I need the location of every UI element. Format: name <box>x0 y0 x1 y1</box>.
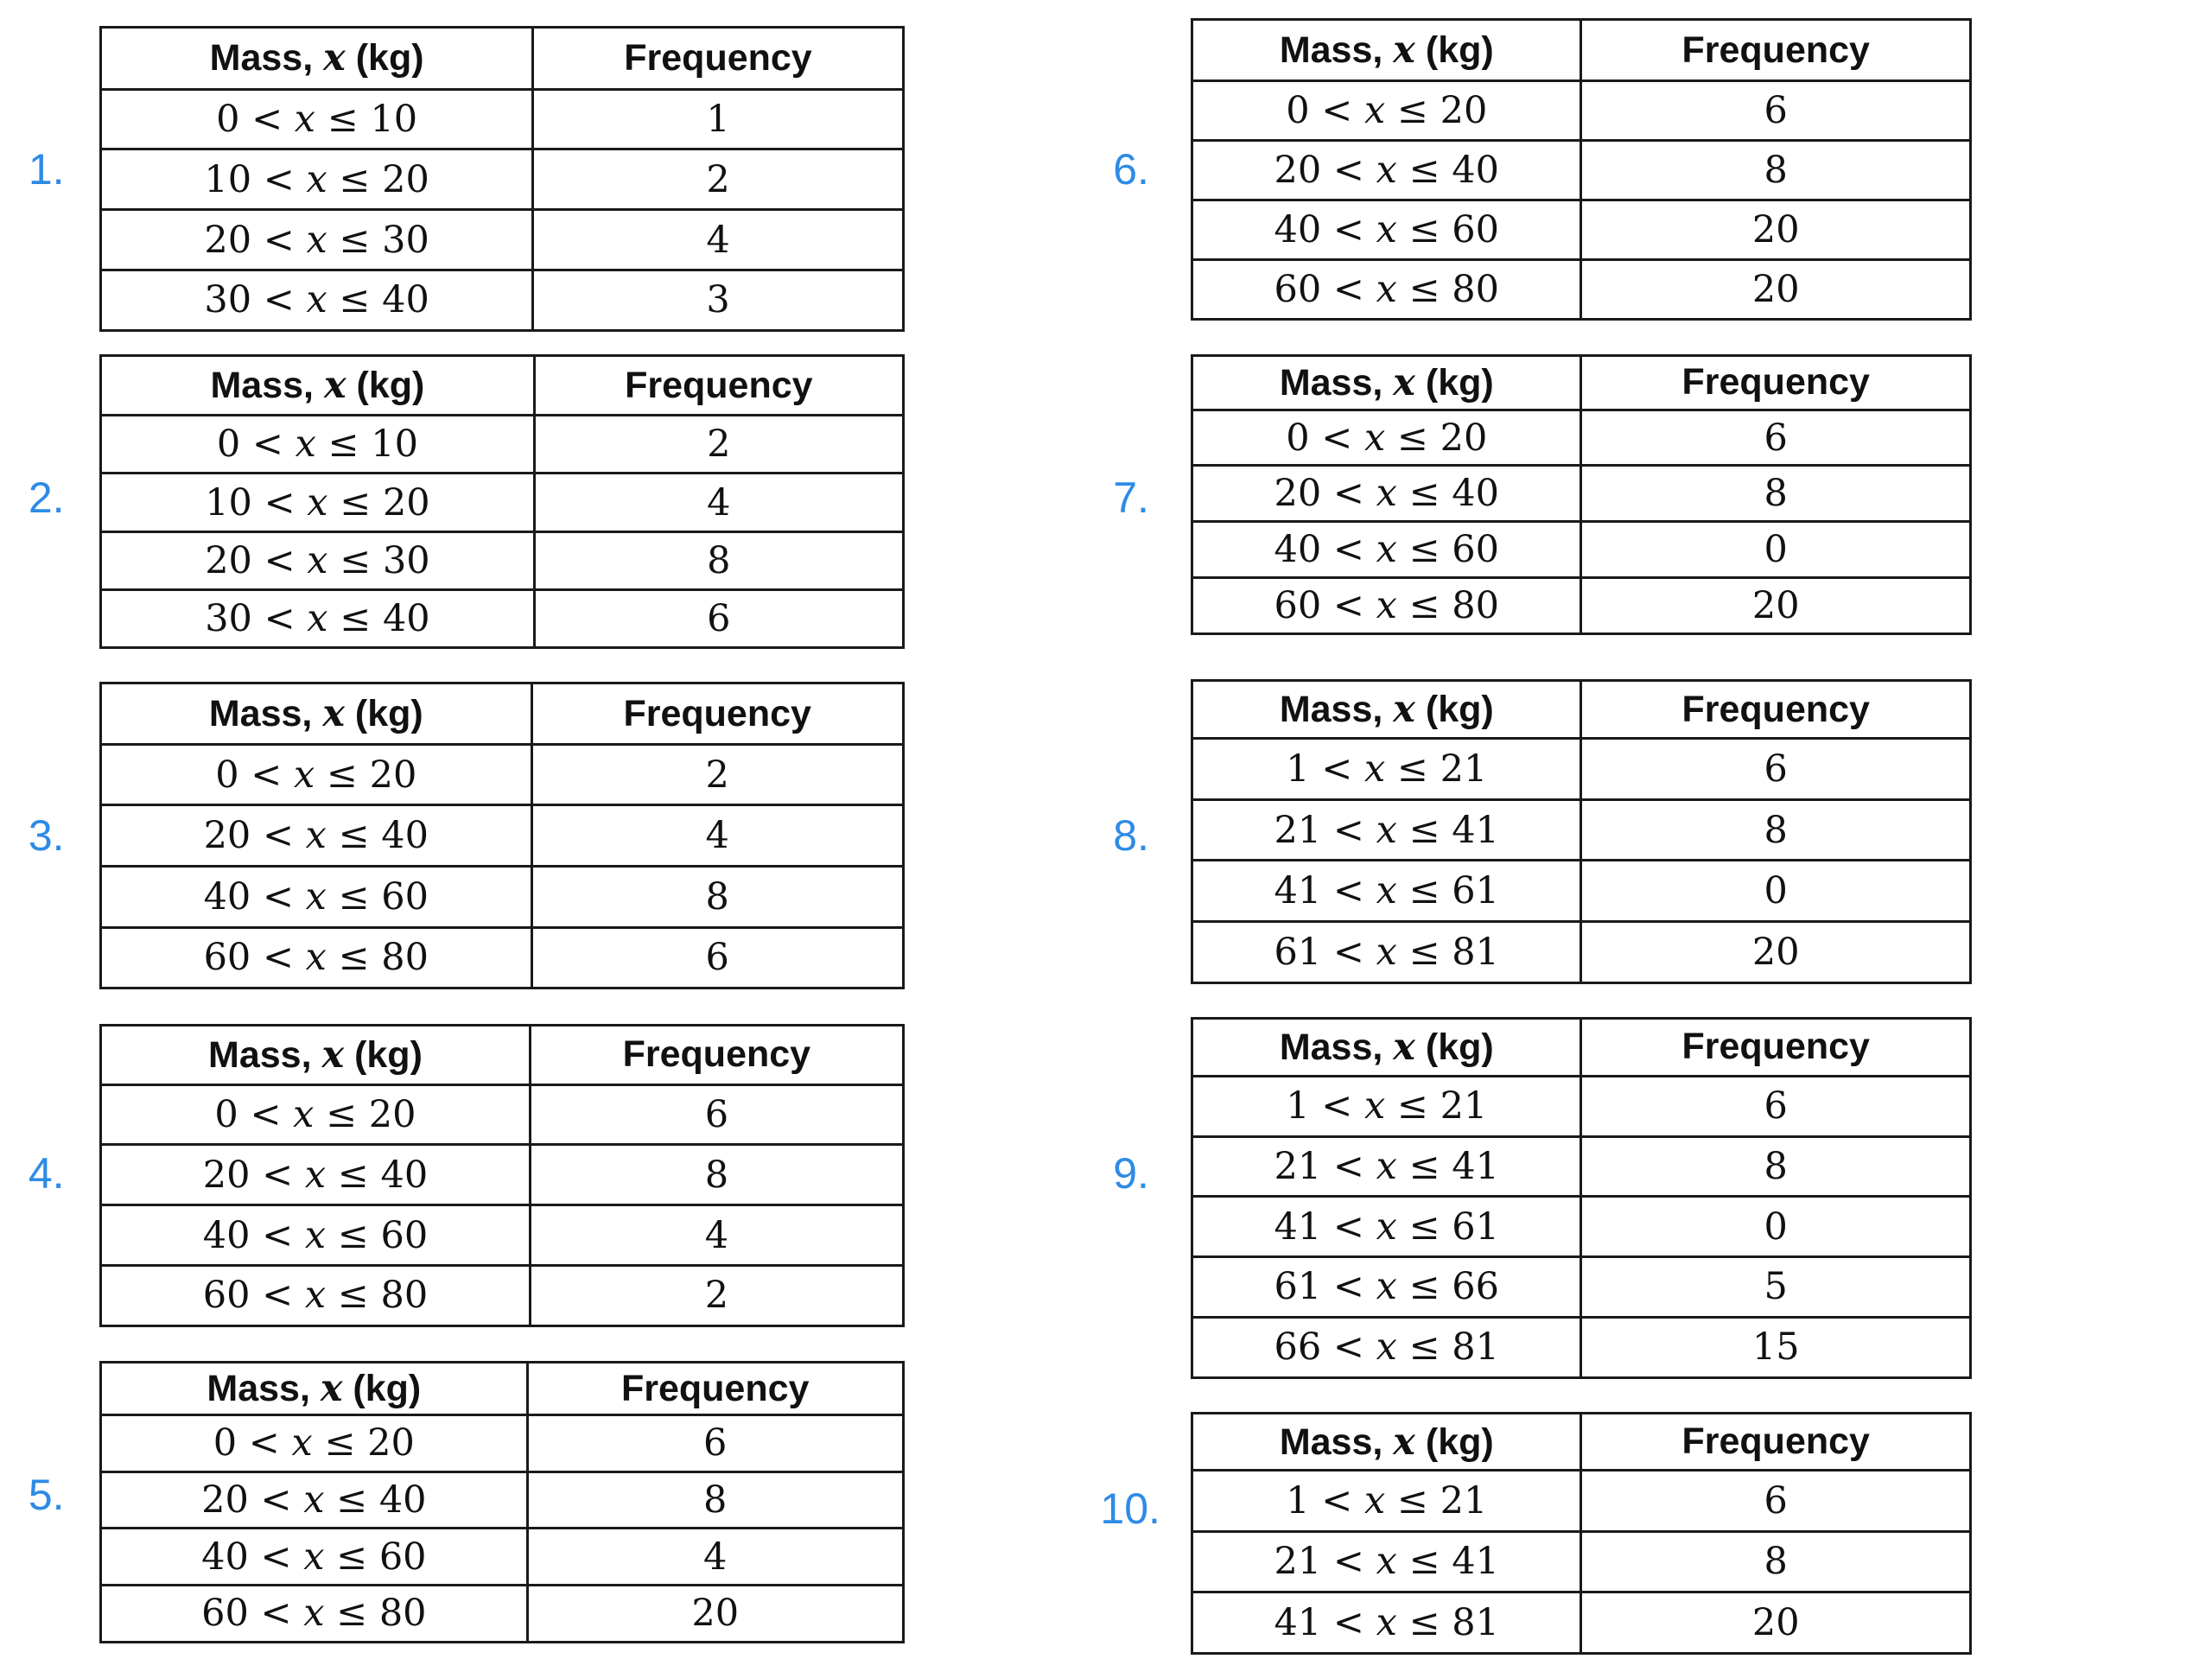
mass-interval-cell: 0 < x ≤ 10 <box>100 416 534 474</box>
mass-column-header <box>1192 1414 1581 1471</box>
frequency-table <box>99 26 905 332</box>
frequency-column-header: Frequency <box>1581 20 1971 81</box>
frequency-column-header: Frequency <box>531 1025 904 1084</box>
problem-number: 10. <box>1100 1484 1160 1534</box>
mass-interval-cell: 20 < x ≤ 40 <box>100 1471 527 1529</box>
frequency-column-header: Frequency <box>1581 681 1971 739</box>
interval-lower-bound: 61 <box>1274 930 1322 974</box>
frequency-cell: 0 <box>1581 1197 1971 1257</box>
interval-lower-bound: 20 <box>202 1153 251 1197</box>
mass-header-variable: x <box>1393 1025 1415 1069</box>
mass-header-variable: x <box>320 1367 343 1411</box>
table-row <box>1192 1136 1971 1197</box>
interval-lower-bound: 0 <box>214 1093 238 1137</box>
interval-lower-bound: 10 <box>204 157 252 201</box>
interval-upper-bound: 41 <box>1452 1144 1499 1188</box>
interval-upper-bound: 40 <box>1452 148 1499 192</box>
mass-header-variable: x <box>1393 1420 1415 1464</box>
mass-header-variable: x <box>322 692 345 736</box>
interval-upper-bound: 40 <box>1452 472 1499 516</box>
header-row <box>1192 1018 1971 1076</box>
mass-interval-cell: 60 < x ≤ 80 <box>1192 259 1581 319</box>
table-row <box>1192 1531 1971 1592</box>
interval-upper-bound: 21 <box>1440 747 1488 791</box>
frequency-cell: 20 <box>1581 259 1971 319</box>
frequency-table <box>1191 18 1972 320</box>
interval-lower-bound: 40 <box>201 1535 249 1579</box>
interval-lower-bound: 40 <box>203 874 251 918</box>
mass-interval-cell: 30 < x ≤ 40 <box>100 590 534 648</box>
table-row <box>1192 1076 1971 1136</box>
interval-upper-bound: 21 <box>1440 1084 1488 1128</box>
mass-header-prefix: Mass, <box>209 37 324 79</box>
interval-upper-bound: 60 <box>378 1535 427 1579</box>
interval-upper-bound: 60 <box>381 874 429 918</box>
problem-number: 9. <box>1113 1148 1149 1198</box>
problem-number: 2. <box>28 474 65 523</box>
table-row <box>1192 466 1971 522</box>
table-row <box>1192 259 1971 319</box>
interval-lower-bound: 1 <box>1286 1478 1310 1522</box>
interval-upper-bound: 80 <box>378 1592 427 1636</box>
mass-interval-cell: 60 < x ≤ 80 <box>100 1586 527 1643</box>
table-row <box>100 1265 903 1325</box>
mass-column-header <box>100 1363 527 1415</box>
mass-header-prefix: Mass, <box>210 365 324 407</box>
interval-upper-bound: 20 <box>1440 416 1488 460</box>
interval-lower-bound: 20 <box>1274 472 1322 516</box>
frequency-cell: 6 <box>535 590 904 648</box>
problem-number: 3. <box>28 810 65 860</box>
frequency-cell: 6 <box>1581 739 1971 800</box>
mass-column-header <box>100 1025 530 1084</box>
interval-upper-bound: 20 <box>1440 88 1488 132</box>
interval-lower-bound: 30 <box>205 597 252 641</box>
interval-lower-bound: 1 <box>1286 1084 1310 1128</box>
table-row <box>100 531 903 589</box>
interval-lower-bound: 20 <box>204 218 252 262</box>
table-row <box>100 416 903 474</box>
frequency-table <box>99 1024 905 1327</box>
interval-lower-bound: 21 <box>1274 1540 1322 1584</box>
frequency-cell: 8 <box>1581 466 1971 522</box>
mass-header-variable: x <box>1393 688 1415 732</box>
mass-interval-cell: 60 < x ≤ 80 <box>100 927 531 988</box>
mass-interval-cell: 40 < x ≤ 60 <box>100 1205 530 1266</box>
interval-upper-bound: 81 <box>1452 1601 1499 1644</box>
mass-interval-cell: 60 < x ≤ 80 <box>1192 578 1581 634</box>
interval-upper-bound: 10 <box>370 98 418 142</box>
frequency-cell: 2 <box>533 149 903 210</box>
interval-upper-bound: 20 <box>367 1421 415 1465</box>
frequency-cell: 2 <box>535 416 904 474</box>
frequency-cell: 6 <box>1581 1471 1971 1532</box>
mass-interval-cell: 30 < x ≤ 40 <box>100 270 533 330</box>
interval-upper-bound: 60 <box>1452 528 1499 572</box>
interval-lower-bound: 60 <box>1274 267 1322 311</box>
interval-upper-bound: 66 <box>1452 1265 1499 1309</box>
interval-lower-bound: 20 <box>205 538 252 582</box>
table-row <box>1192 861 1971 922</box>
frequency-cell: 20 <box>527 1586 903 1643</box>
mass-interval-cell: 40 < x ≤ 60 <box>1192 200 1581 259</box>
mass-interval-cell: 21 < x ≤ 41 <box>1192 1136 1581 1197</box>
mass-interval-cell: 40 < x ≤ 60 <box>1192 522 1581 578</box>
interval-upper-bound: 30 <box>382 538 430 582</box>
frequency-table <box>1191 1412 1972 1654</box>
mass-interval-cell: 0 < x ≤ 20 <box>100 744 531 805</box>
frequency-column-header: Frequency <box>533 27 903 89</box>
frequency-cell: 6 <box>527 1415 903 1472</box>
interval-lower-bound: 60 <box>201 1592 249 1636</box>
interval-lower-bound: 66 <box>1274 1325 1322 1370</box>
mass-header-variable: x <box>323 36 346 80</box>
table-row <box>100 1471 903 1529</box>
table-row <box>100 744 903 805</box>
table-row <box>100 927 903 988</box>
frequency-cell: 1 <box>533 89 903 149</box>
frequency-cell: 8 <box>1581 140 1971 200</box>
frequency-column-header: Frequency <box>1581 1018 1971 1076</box>
interval-lower-bound: 10 <box>205 480 252 524</box>
table-row <box>1192 1471 1971 1532</box>
table-row <box>100 867 903 928</box>
interval-upper-bound: 40 <box>378 1478 427 1522</box>
mass-header-suffix: (kg) <box>1414 1421 1494 1463</box>
interval-lower-bound: 21 <box>1274 808 1322 852</box>
table-row <box>100 210 903 270</box>
frequency-cell: 8 <box>535 531 904 589</box>
mass-interval-cell: 20 < x ≤ 40 <box>100 805 531 867</box>
mass-header-prefix: Mass, <box>1279 361 1394 404</box>
frequency-table <box>99 1361 905 1643</box>
frequency-cell: 4 <box>527 1529 903 1586</box>
mass-header-prefix: Mass, <box>1279 689 1394 731</box>
interval-lower-bound: 0 <box>216 423 241 467</box>
frequency-cell: 0 <box>1581 522 1971 578</box>
mass-interval-cell: 0 < x ≤ 20 <box>100 1415 527 1472</box>
frequency-cell: 5 <box>1581 1257 1971 1318</box>
table-row <box>100 1084 903 1145</box>
interval-lower-bound: 41 <box>1274 1601 1322 1644</box>
interval-lower-bound: 41 <box>1274 869 1322 913</box>
mass-interval-cell: 20 < x ≤ 40 <box>100 1145 530 1205</box>
table-row <box>100 1205 903 1266</box>
mass-header-suffix: (kg) <box>342 1368 422 1410</box>
interval-lower-bound: 0 <box>215 753 239 797</box>
mass-interval-cell: 0 < x ≤ 20 <box>100 1084 530 1145</box>
frequency-cell: 8 <box>1581 1531 1971 1592</box>
frequency-cell: 8 <box>531 1145 904 1205</box>
mass-column-header <box>100 356 534 416</box>
mass-interval-cell: 20 < x ≤ 30 <box>100 531 534 589</box>
mass-interval-cell: 41 < x ≤ 81 <box>1192 1592 1581 1654</box>
header-row <box>100 1363 903 1415</box>
table-row <box>100 1145 903 1205</box>
frequency-cell: 8 <box>1581 799 1971 861</box>
mass-header-suffix: (kg) <box>1414 1026 1494 1068</box>
mass-header-suffix: (kg) <box>345 37 424 79</box>
mass-header-variable: x <box>323 364 346 408</box>
interval-upper-bound: 60 <box>1452 207 1499 251</box>
problem-number: 1. <box>28 144 65 194</box>
table-row <box>1192 578 1971 634</box>
problem-number: 6. <box>1113 144 1149 194</box>
interval-upper-bound: 80 <box>381 936 429 980</box>
frequency-cell: 6 <box>531 1084 904 1145</box>
frequency-cell: 20 <box>1581 922 1971 983</box>
interval-upper-bound: 80 <box>1452 583 1499 627</box>
frequency-cell: 4 <box>535 474 904 531</box>
frequency-column-header: Frequency <box>535 356 904 416</box>
table-row <box>1192 1592 1971 1654</box>
interval-upper-bound: 80 <box>380 1274 429 1318</box>
frequency-column-header: Frequency <box>527 1363 903 1415</box>
mass-interval-cell: 21 < x ≤ 41 <box>1192 799 1581 861</box>
mass-header-variable: x <box>1393 360 1415 404</box>
frequency-table <box>99 354 905 649</box>
interval-lower-bound: 41 <box>1274 1205 1322 1249</box>
mass-header-prefix: Mass, <box>1279 29 1394 72</box>
header-row <box>1192 356 1971 410</box>
mass-interval-cell: 40 < x ≤ 60 <box>100 1529 527 1586</box>
frequency-cell: 8 <box>531 867 903 928</box>
table-row <box>1192 410 1971 466</box>
frequency-cell: 4 <box>533 210 903 270</box>
table-row <box>100 89 903 149</box>
mass-interval-cell: 0 < x ≤ 10 <box>100 89 533 149</box>
mass-interval-cell: 41 < x ≤ 61 <box>1192 1197 1581 1257</box>
mass-header-variable: x <box>1393 29 1415 73</box>
problem-number: 5. <box>28 1471 65 1520</box>
mass-header-suffix: (kg) <box>1414 29 1494 72</box>
frequency-cell: 6 <box>1581 1076 1971 1136</box>
mass-interval-cell: 60 < x ≤ 80 <box>100 1265 530 1325</box>
interval-upper-bound: 20 <box>369 753 417 797</box>
table-row <box>1192 922 1971 983</box>
table-row <box>100 1586 903 1643</box>
mass-header-prefix: Mass, <box>207 1368 321 1410</box>
frequency-cell: 6 <box>1581 410 1971 466</box>
mass-interval-cell: 1 < x ≤ 21 <box>1192 739 1581 800</box>
mass-interval-cell: 0 < x ≤ 20 <box>1192 80 1581 140</box>
header-row <box>100 683 903 745</box>
mass-interval-cell: 40 < x ≤ 60 <box>100 867 531 928</box>
mass-interval-cell: 20 < x ≤ 30 <box>100 210 533 270</box>
mass-header-suffix: (kg) <box>344 1033 423 1076</box>
mass-interval-cell: 20 < x ≤ 40 <box>1192 466 1581 522</box>
interval-lower-bound: 20 <box>201 1478 249 1522</box>
mass-interval-cell: 66 < x ≤ 81 <box>1192 1317 1581 1377</box>
table-row <box>100 1529 903 1586</box>
interval-lower-bound: 40 <box>202 1213 251 1257</box>
mass-interval-cell: 1 < x ≤ 21 <box>1192 1471 1581 1532</box>
interval-upper-bound: 81 <box>1452 930 1499 974</box>
interval-upper-bound: 30 <box>382 218 429 262</box>
mass-interval-cell: 61 < x ≤ 66 <box>1192 1257 1581 1318</box>
interval-upper-bound: 60 <box>380 1213 429 1257</box>
frequency-column-header: Frequency <box>1581 356 1971 410</box>
frequency-cell: 20 <box>1581 578 1971 634</box>
interval-lower-bound: 0 <box>216 98 240 142</box>
interval-lower-bound: 0 <box>1286 88 1310 132</box>
interval-lower-bound: 61 <box>1274 1265 1322 1309</box>
interval-lower-bound: 0 <box>1286 416 1310 460</box>
mass-interval-cell: 20 < x ≤ 40 <box>1192 140 1581 200</box>
interval-upper-bound: 80 <box>1452 267 1499 311</box>
interval-upper-bound: 81 <box>1452 1325 1499 1370</box>
interval-upper-bound: 40 <box>380 1153 429 1197</box>
frequency-column-header: Frequency <box>1581 1414 1971 1471</box>
frequency-table <box>99 682 905 989</box>
header-row <box>100 356 903 416</box>
mass-column-header <box>1192 681 1581 739</box>
frequency-cell: 2 <box>531 1265 904 1325</box>
mass-header-prefix: Mass, <box>208 693 323 735</box>
interval-upper-bound: 61 <box>1452 1205 1499 1249</box>
frequency-table <box>1191 679 1972 984</box>
table-row <box>100 474 903 531</box>
table-row <box>1192 522 1971 578</box>
interval-upper-bound: 40 <box>381 814 429 858</box>
interval-upper-bound: 41 <box>1452 1540 1499 1584</box>
table-row <box>100 805 903 867</box>
frequency-table <box>1191 1017 1972 1379</box>
mass-header-variable: x <box>321 1033 345 1077</box>
interval-lower-bound: 30 <box>204 278 252 322</box>
mass-interval-cell: 0 < x ≤ 20 <box>1192 410 1581 466</box>
interval-upper-bound: 20 <box>382 480 430 524</box>
table-row <box>1192 799 1971 861</box>
table-row <box>1192 1257 1971 1318</box>
table-row <box>1192 1197 1971 1257</box>
interval-lower-bound: 60 <box>203 936 251 980</box>
table-row <box>1192 80 1971 140</box>
interval-upper-bound: 21 <box>1440 1478 1488 1522</box>
interval-upper-bound: 41 <box>1452 808 1499 852</box>
interval-upper-bound: 61 <box>1452 869 1499 913</box>
frequency-cell: 6 <box>531 927 903 988</box>
interval-lower-bound: 60 <box>202 1274 251 1318</box>
interval-upper-bound: 20 <box>382 157 429 201</box>
mass-interval-cell: 21 < x ≤ 41 <box>1192 1531 1581 1592</box>
table-row <box>1192 1317 1971 1377</box>
mass-column-header <box>1192 1018 1581 1076</box>
frequency-cell: 15 <box>1581 1317 1971 1377</box>
interval-lower-bound: 60 <box>1274 583 1322 627</box>
header-row <box>1192 20 1971 81</box>
frequency-cell: 6 <box>1581 80 1971 140</box>
frequency-cell: 20 <box>1581 200 1971 259</box>
mass-interval-cell: 10 < x ≤ 20 <box>100 474 534 531</box>
problem-number: 4. <box>28 1148 65 1198</box>
interval-lower-bound: 20 <box>1274 148 1322 192</box>
frequency-cell: 8 <box>1581 1136 1971 1197</box>
mass-header-prefix: Mass, <box>1279 1026 1394 1068</box>
mass-interval-cell: 61 < x ≤ 81 <box>1192 922 1581 983</box>
interval-upper-bound: 40 <box>382 278 429 322</box>
mass-interval-cell: 10 < x ≤ 20 <box>100 149 533 210</box>
interval-lower-bound: 21 <box>1274 1144 1322 1188</box>
frequency-table <box>1191 354 1972 635</box>
interval-lower-bound: 40 <box>1274 207 1322 251</box>
table-row <box>100 149 903 210</box>
mass-header-suffix: (kg) <box>344 693 423 735</box>
mass-column-header <box>1192 20 1581 81</box>
frequency-cell: 3 <box>533 270 903 330</box>
header-row <box>100 27 903 89</box>
problem-number: 8. <box>1113 810 1149 860</box>
interval-upper-bound: 10 <box>371 423 418 467</box>
frequency-cell: 4 <box>531 1205 904 1266</box>
frequency-column-header: Frequency <box>531 683 903 745</box>
frequency-cell: 4 <box>531 805 903 867</box>
interval-upper-bound: 40 <box>382 597 430 641</box>
interval-lower-bound: 1 <box>1286 747 1310 791</box>
table-row <box>100 270 903 330</box>
table-row <box>100 1415 903 1472</box>
mass-column-header <box>100 27 533 89</box>
header-row <box>1192 1414 1971 1471</box>
interval-upper-bound: 20 <box>368 1093 416 1137</box>
frequency-cell: 2 <box>531 744 903 805</box>
table-row <box>100 590 903 648</box>
problem-number: 7. <box>1113 474 1149 523</box>
mass-column-header <box>100 683 531 745</box>
table-row <box>1192 739 1971 800</box>
interval-lower-bound: 20 <box>203 814 251 858</box>
table-row <box>1192 140 1971 200</box>
mass-header-prefix: Mass, <box>1279 1421 1394 1463</box>
mass-interval-cell: 41 < x ≤ 61 <box>1192 861 1581 922</box>
mass-header-suffix: (kg) <box>1414 361 1494 404</box>
mass-column-header <box>1192 356 1581 410</box>
header-row <box>1192 681 1971 739</box>
mass-header-suffix: (kg) <box>1414 689 1494 731</box>
header-row <box>100 1025 903 1084</box>
frequency-cell: 20 <box>1581 1592 1971 1654</box>
mass-interval-cell: 1 < x ≤ 21 <box>1192 1076 1581 1136</box>
frequency-cell: 0 <box>1581 861 1971 922</box>
frequency-cell: 8 <box>527 1471 903 1529</box>
interval-lower-bound: 40 <box>1274 528 1322 572</box>
mass-header-suffix: (kg) <box>346 365 425 407</box>
interval-lower-bound: 0 <box>213 1421 238 1465</box>
table-row <box>1192 200 1971 259</box>
mass-header-prefix: Mass, <box>208 1033 322 1076</box>
